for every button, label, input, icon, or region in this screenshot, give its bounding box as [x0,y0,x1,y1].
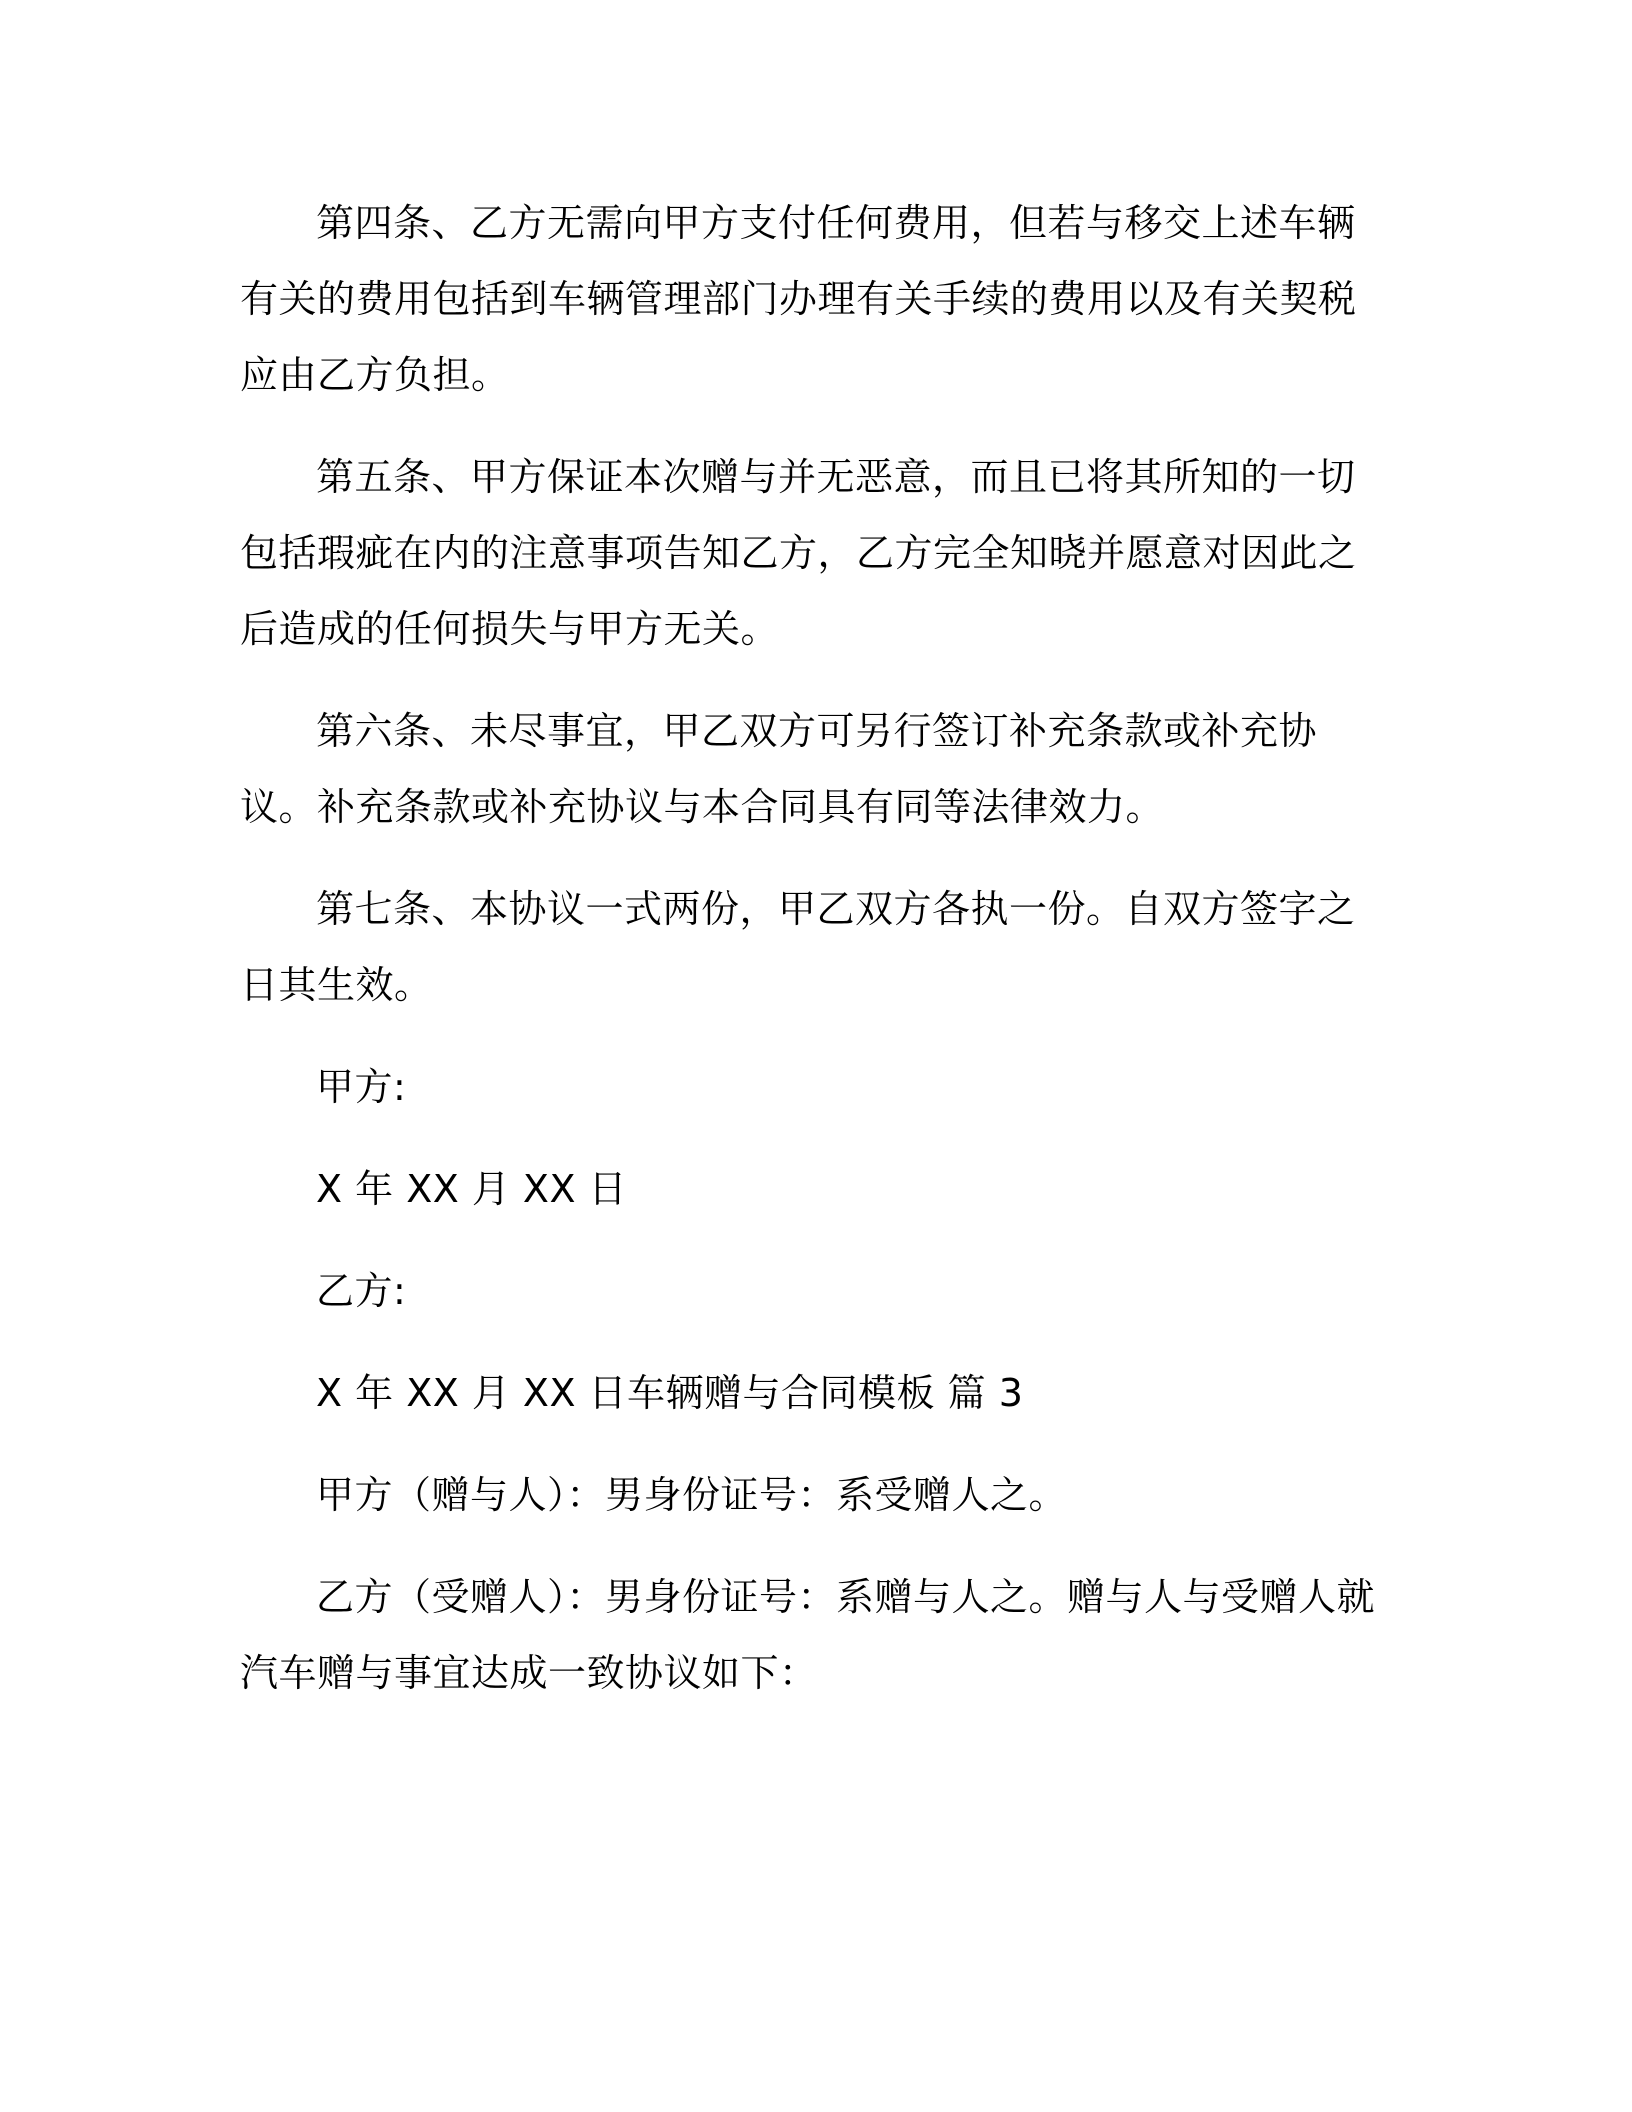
article-4-paragraph: 第四条、乙方无需向甲方支付任何费用，但若与移交上述车辆有关的费用包括到车辆管理部门办理有关手续的费用以及有关契税应由乙方负担。 [240,201,1357,397]
party-b-donee-line: 乙方（受赠人）：男身份证号：系赠与人之。赠与人与受赠人就汽车赠与事宜达成一致协议如下： [240,1575,1376,1695]
document-body [240,185,1390,1711]
article-7-paragraph: 第七条、本协议一式两份，甲乙双方各执一份。自双方签字之日其生效。 [240,887,1356,1007]
article-6-paragraph: 第六条、未尽事宜，甲乙双方可另行签订补充条款或补充协议。补充条款或补充协议与本合同具有同等法律效力。 [240,709,1318,829]
article-5-paragraph: 第五条、甲方保证本次赠与并无恶意，而且已将其所知的一切包括瑕疵在内的注意事项告知乙方，乙方完全知晓并愿意对因此之后造成的任何损失与甲方无关。 [240,455,1357,651]
party-a-signature-label: 甲方: [316,1065,407,1109]
party-a-donor-line: 甲方（赠与人）：男身份证号：系受赠人之。 [316,1473,1068,1517]
party-b-signature-label: 乙方: [316,1269,407,1313]
party-a-date: X 年 XX 月 XX 日 [316,1167,628,1211]
party-b-date-and-template-title: X 年 XX 月 XX 日车辆赠与合同模板 篇 3 [316,1371,1024,1415]
